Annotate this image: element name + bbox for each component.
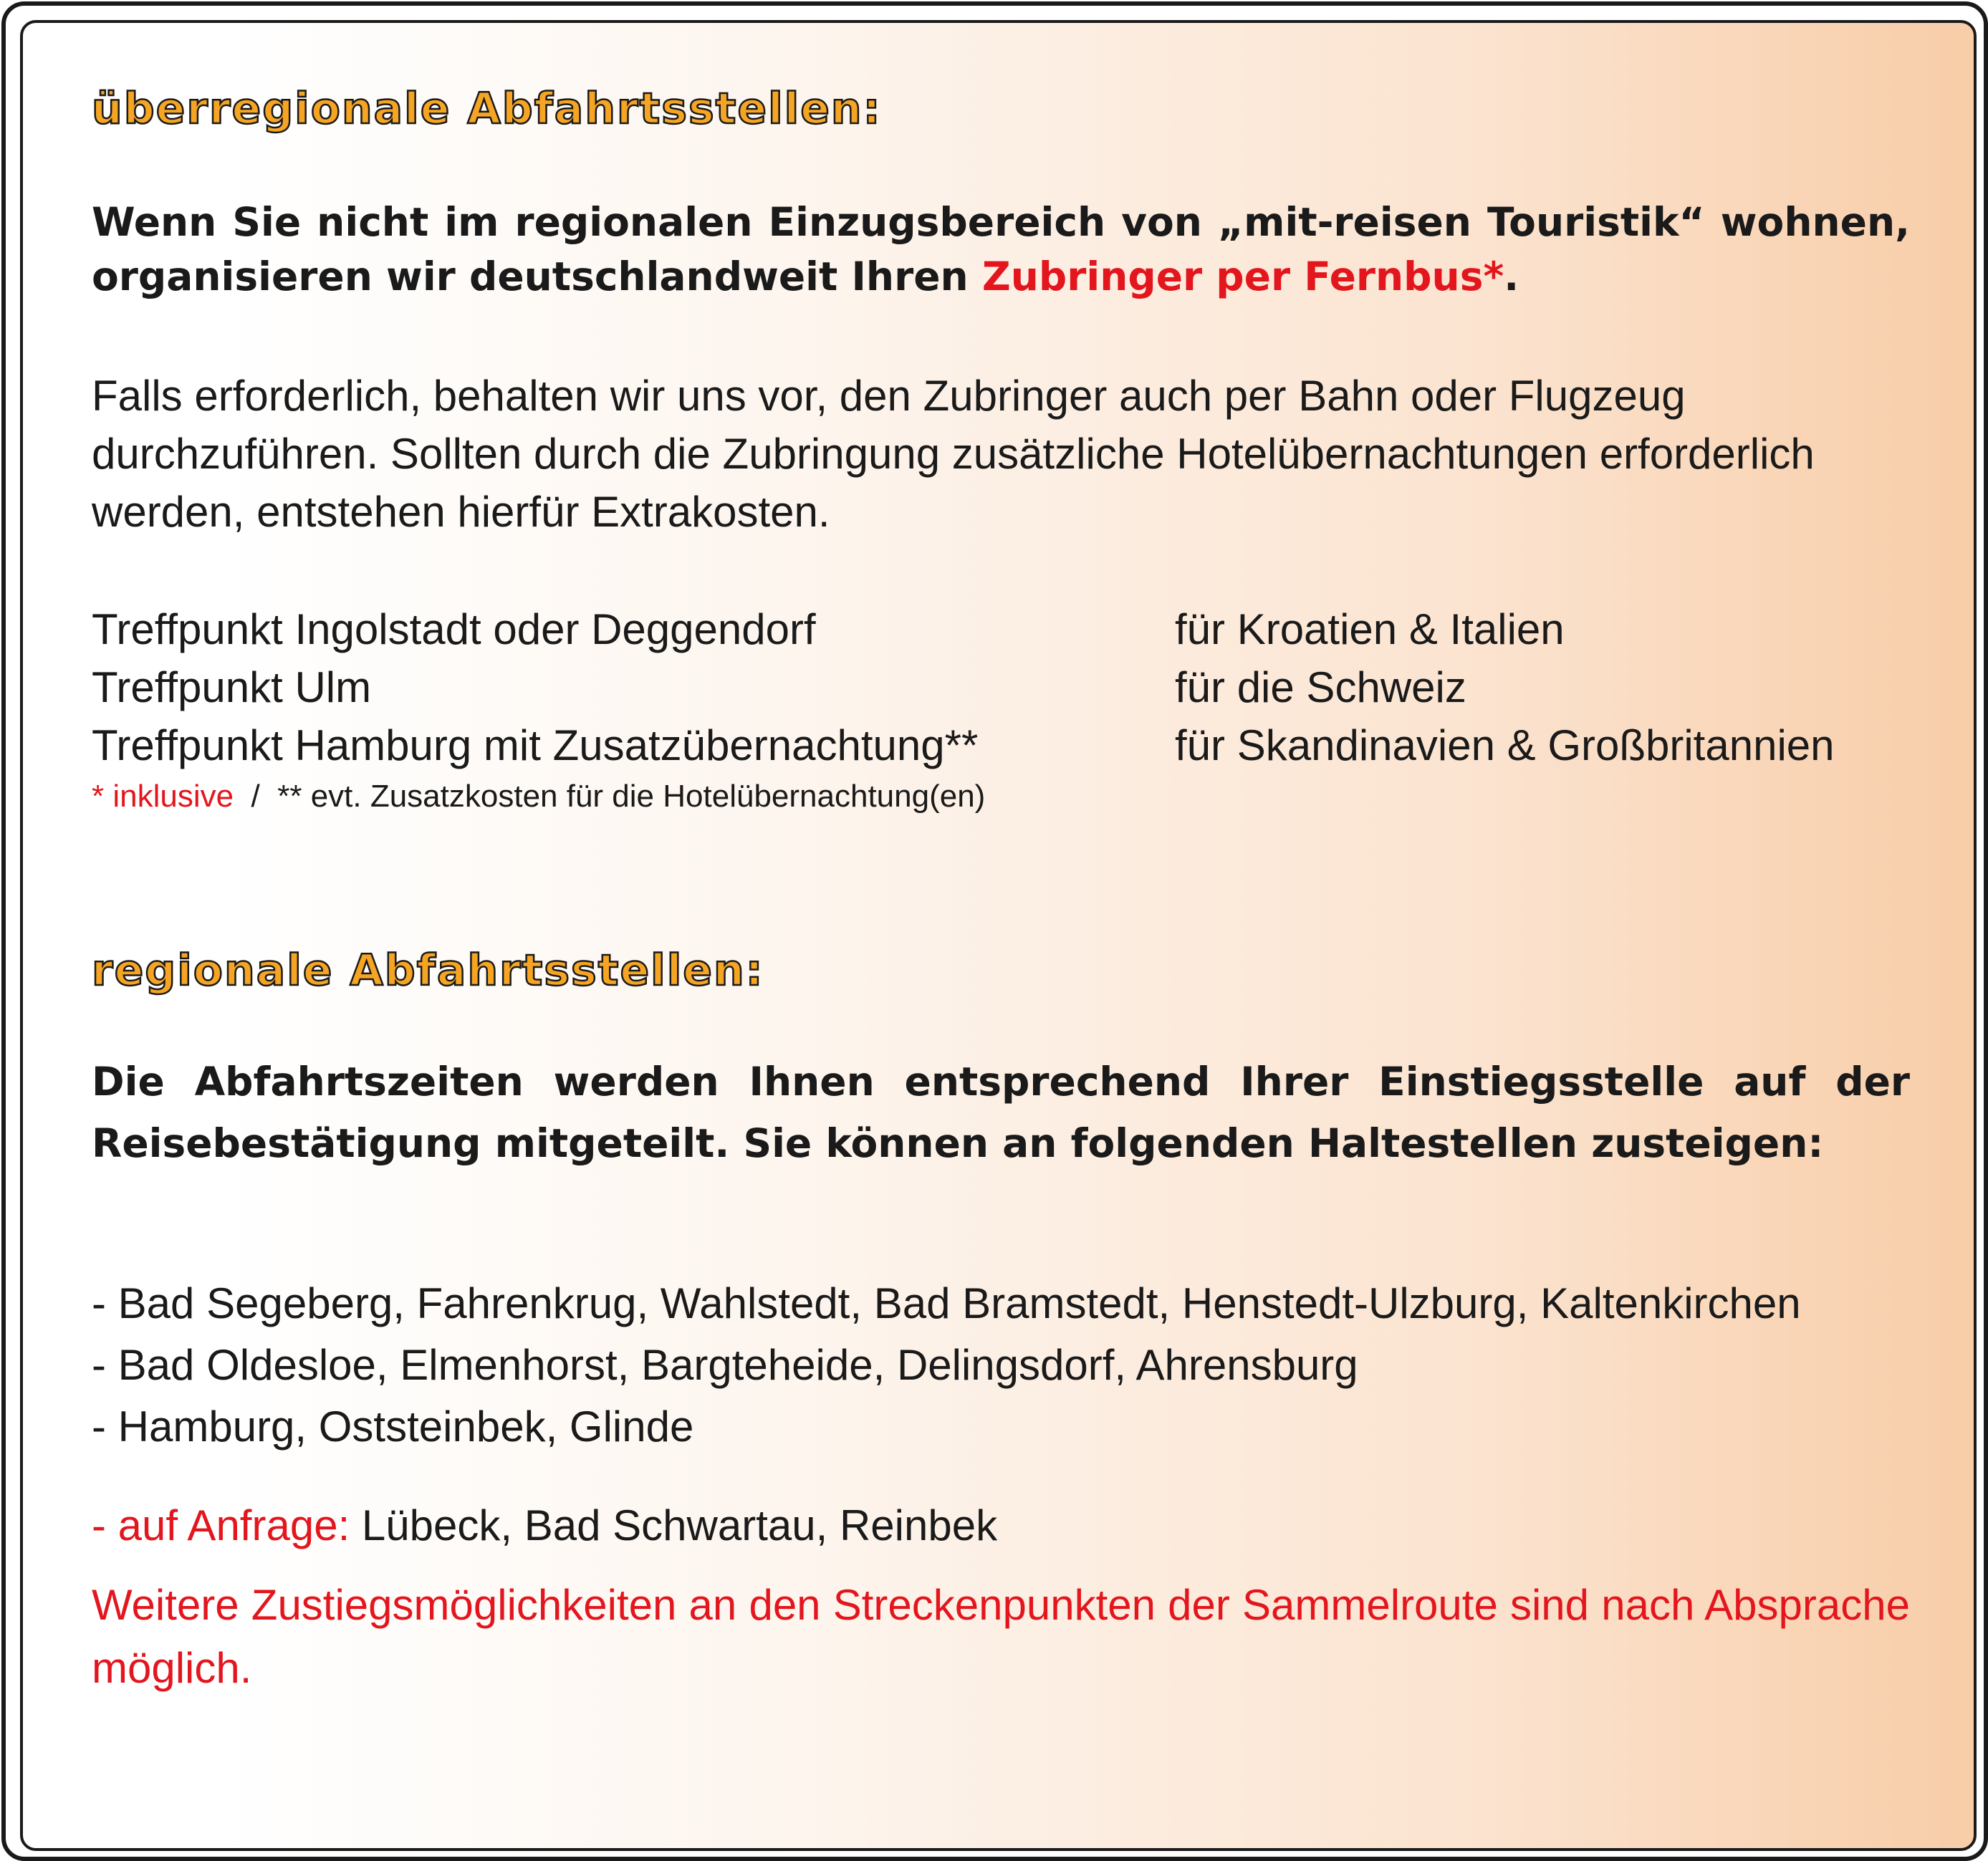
stop-line: - Bad Segeberg, Fahrenkrug, Wahlstedt, Bad Bramstedt, Henstedt-Ulzburg, Kaltenkirchen (92, 1279, 1801, 1327)
on-request-places: Lübeck, Bad Schwartau, Reinbek (361, 1501, 998, 1549)
supraregional-heading: überregionale Abfahrtsstellen: (92, 84, 882, 134)
footnote-extra-costs: ** evt. Zusatzkosten für die Hotelübernachtung(en) (277, 779, 986, 814)
meeting-point-destination: für Kroatien & Italien (1175, 605, 1565, 653)
section-regional (92, 946, 1910, 996)
info-panel (20, 20, 1977, 1851)
intro-text-end: . (1504, 254, 1519, 299)
supraregional-intro-text (92, 195, 1910, 304)
meeting-point-row (92, 716, 1910, 774)
on-request-line (92, 1495, 1910, 1557)
coach-feeder-highlight: Zubringer per Fernbus* (981, 254, 1504, 299)
footnote (92, 775, 1910, 818)
stop-line: - Bad Oldesloe, Elmenhorst, Bargteheide, Delingsdorf, Ahrensburg (92, 1341, 1358, 1389)
regional-intro (92, 1051, 1910, 1174)
regional-heading: regionale Abfahrtsstellen: (92, 946, 764, 996)
meeting-point-row (92, 658, 1910, 716)
additional-stops-text: Weitere Zustiegsmöglichkeiten an den Streckenpunkten der Sammelroute sind nach Absprache möglich. (92, 1581, 1910, 1692)
outer-frame (1, 1, 1988, 1861)
meeting-point-place: Treffpunkt Ingolstadt oder Deggendorf (92, 605, 816, 653)
regional-intro-text: Die Abfahrtszeiten werden Ihnen entsprechend Ihrer Einstiegsstelle auf der Reisebestätigung mitgeteilt. Sie können an folgenden Haltestellen zusteigen: (92, 1059, 1910, 1166)
meeting-point-place: Treffpunkt Ulm (92, 663, 372, 711)
meeting-point-destination: für Skandinavien & Großbritannien (1175, 721, 1835, 769)
on-request-stops (92, 1495, 1910, 1557)
meeting-point-row (92, 600, 1910, 658)
meeting-points-list (92, 600, 1910, 774)
stop-line: - Hamburg, Oststeinbek, Glinde (92, 1403, 694, 1451)
supraregional-note (92, 367, 1910, 541)
footnote-inclusive: * inklusive (92, 779, 234, 814)
meeting-point-place: Treffpunkt Hamburg mit Zusatzübernachtung** (92, 721, 979, 769)
footnote-separator: / (234, 779, 278, 814)
on-request-label: - auf Anfrage: (92, 1501, 362, 1549)
feeder-note-text: Falls erforderlich, behalten wir uns vor, den Zubringer auch per Bahn oder Flugzeug durchzuführen. Sollten durch die Zubringung zusätzliche Hotelübernachtungen erforderlich werden, entstehen hierfür Extrakosten. (92, 372, 1815, 536)
meeting-point-destination: für die Schweiz (1175, 663, 1466, 711)
section-supraregional (92, 84, 1910, 134)
additional-stops-note (92, 1574, 1910, 1700)
intro-text-part: Wenn Sie nicht im regionalen Einzugsbereich von „mit-reisen Touristik“ wohnen, organisieren wir deutschlandweit Ihren (92, 199, 1910, 299)
footnote-text (92, 775, 1910, 818)
stops-list (92, 1273, 1910, 1458)
supraregional-intro (92, 195, 1910, 304)
